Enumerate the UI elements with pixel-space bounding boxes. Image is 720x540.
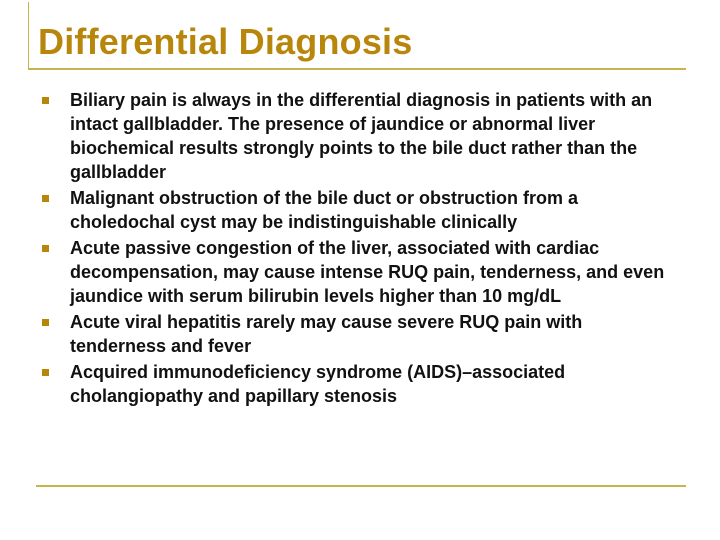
square-bullet-icon: [42, 195, 49, 202]
bullet-text: Acute passive congestion of the liver, associated with cardiac decompensation, may cause intense RUQ pain, tenderness, and even jaundice with serum bilirubin levels higher than 10 mg/dL: [70, 238, 665, 306]
bullet-item: [40, 310, 680, 358]
bullet-item: [40, 186, 680, 234]
square-bullet-icon: [42, 97, 49, 104]
square-bullet-icon: [42, 319, 49, 326]
square-bullet-icon: [42, 245, 49, 252]
slide-title: Differential Diagnosis: [38, 21, 413, 62]
bullet-item: [40, 236, 680, 308]
bullet-item: [40, 360, 680, 408]
footer-rule: [36, 485, 686, 487]
bullet-text: Acquired immunodeficiency syndrome (AIDS)–associated cholangiopathy and papillary stenosis: [70, 362, 566, 406]
bullet-list: [40, 88, 680, 410]
bullet-text: Malignant obstruction of the bile duct or obstruction from a choledochal cyst may be indistinguishable clinically: [70, 188, 578, 232]
square-bullet-icon: [42, 369, 49, 376]
bullet-item: [40, 88, 680, 184]
title-left-rule: [28, 2, 29, 68]
title-underline-rule: [28, 68, 686, 70]
bullet-text: Biliary pain is always in the differential diagnosis in patients with an intact gallbladder. The presence of jaundice or abnormal liver biochemical results strongly points to the bile duct rather than the gallbladder: [70, 90, 653, 182]
bullet-text: Acute viral hepatitis rarely may cause severe RUQ pain with tenderness and fever: [70, 312, 583, 356]
